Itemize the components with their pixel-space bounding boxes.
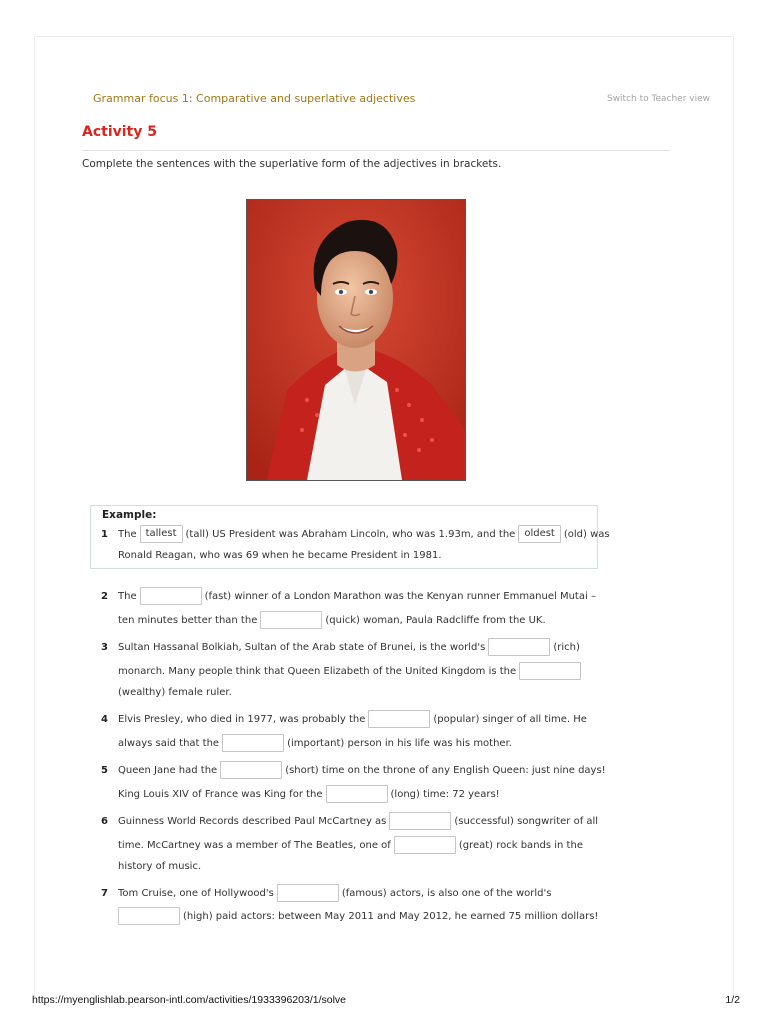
portrait-illustration: [247, 200, 465, 480]
print-url: https://myenglishlab.pearson-intl.com/activities/1933396203/1/solve: [32, 994, 347, 1006]
sentence-text: (important) person in his life was his mother.: [287, 738, 512, 749]
switch-teacher-view-link[interactable]: Switch to Teacher view: [606, 94, 710, 104]
title-divider: [82, 150, 670, 151]
question-5-line-2: [118, 785, 500, 805]
example-answer-oldest: oldest: [518, 525, 561, 543]
example-label: Example:: [102, 509, 157, 521]
answer-input-popular[interactable]: [368, 710, 430, 728]
sentence-text: (great) rock bands in the: [458, 840, 583, 851]
sentence-text: (rich): [553, 642, 580, 653]
sentence-text: time. McCartney was a member of The Beatles, one of: [118, 840, 391, 851]
example-line-1: [118, 525, 610, 545]
sentence-text: ten minutes better than the: [118, 615, 258, 626]
sentence-text: (long) time: 72 years!: [390, 789, 500, 800]
question-4-line-2: [118, 734, 512, 754]
sentence-text: Elvis Presley, who died in 1977, was probably the: [118, 714, 366, 725]
question-2-line-1: [118, 587, 596, 607]
answer-input-famous[interactable]: [277, 884, 339, 902]
answer-input-quick[interactable]: [260, 611, 322, 629]
question-number: 3: [101, 642, 108, 653]
example-line-2: Ronald Reagan, who was 69 when he became President in 1981.: [118, 550, 442, 561]
sentence-text: The: [118, 591, 137, 602]
question-number: 6: [101, 816, 108, 827]
sentence-text: monarch. Many people think that Queen Elizabeth of the United Kingdom is the: [118, 666, 517, 677]
breadcrumb-link[interactable]: Grammar focus 1: Comparative and superlative adjectives: [93, 92, 416, 105]
sentence-text: (tall) US President was Abraham Lincoln, who was 1.93m, and the: [185, 529, 516, 540]
sentence-text: (famous) actors, is also one of the world's: [341, 888, 552, 899]
sentence-text: Sultan Hassanal Bolkiah, Sultan of the Arab state of Brunei, is the world's: [118, 642, 486, 653]
print-page-number: 1/2: [725, 994, 740, 1006]
sentence-text: (successful) songwriter of all: [454, 816, 599, 827]
question-number: 4: [101, 714, 108, 725]
sentence-text: (high) paid actors: between May 2011 and May 2012, he earned 75 million dollars!: [183, 911, 599, 922]
answer-input-high[interactable]: [118, 907, 180, 925]
question-number: 5: [101, 765, 108, 776]
question-7-line-2: [118, 907, 598, 927]
question-3-line-1: [118, 638, 580, 658]
sentence-text: (popular) singer of all time. He: [433, 714, 587, 725]
question-2-line-2: [118, 611, 546, 631]
answer-input-wealthy[interactable]: [519, 662, 581, 680]
answer-input-fast[interactable]: [140, 587, 202, 605]
sentence-text: (short) time on the throne of any English Queen: just nine days!: [285, 765, 606, 776]
sentence-text: Guinness World Records described Paul McCartney as: [118, 816, 387, 827]
answer-input-short[interactable]: [220, 761, 282, 779]
example-answer-tallest: tallest: [140, 525, 183, 543]
answer-input-important[interactable]: [222, 734, 284, 752]
activity-title: Activity 5: [82, 124, 157, 140]
question-5-line-1: [118, 761, 606, 781]
portrait-photo: [246, 199, 466, 481]
sentence-text: King Louis XIV of France was King for the: [118, 789, 323, 800]
question-4-line-1: [118, 710, 587, 730]
sentence-text: The: [118, 529, 137, 540]
question-number: 2: [101, 591, 108, 602]
answer-input-great[interactable]: [394, 836, 456, 854]
question-number: 7: [101, 888, 108, 899]
sentence-text: Tom Cruise, one of Hollywood's: [118, 888, 274, 899]
question-3-line-2: [118, 662, 584, 682]
answer-input-rich[interactable]: [488, 638, 550, 656]
question-3-line-3: (wealthy) female ruler.: [118, 687, 232, 698]
question-7-line-1: [118, 884, 551, 904]
answer-input-successful[interactable]: [389, 812, 451, 830]
question-number: 1: [101, 529, 108, 540]
sentence-text: always said that the: [118, 738, 220, 749]
question-6-line-1: [118, 812, 598, 832]
sentence-text: (fast) winner of a London Marathon was the Kenyan runner Emmanuel Mutai –: [204, 591, 596, 602]
question-6-line-2: [118, 836, 583, 856]
question-6-line-3: history of music.: [118, 861, 202, 872]
instruction-text: Complete the sentences with the superlative form of the adjectives in brackets.: [82, 158, 502, 170]
sentence-text: (quick) woman, Paula Radcliffe from the UK.: [325, 615, 546, 626]
answer-input-long[interactable]: [326, 785, 388, 803]
sentence-text: Queen Jane had the: [118, 765, 218, 776]
sentence-text: (old) was: [563, 529, 610, 540]
